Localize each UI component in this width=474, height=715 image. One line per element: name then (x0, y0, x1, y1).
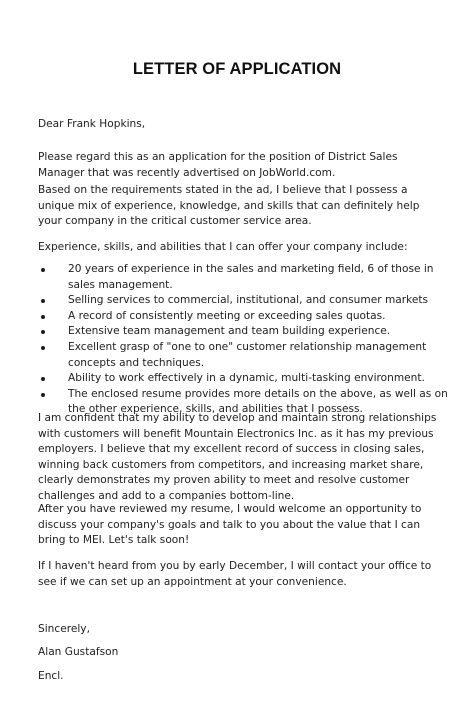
bullet-icon (41, 346, 45, 350)
list-item (38, 309, 448, 325)
list-item (38, 293, 448, 309)
list-item (38, 262, 448, 293)
experience-intro-paragraph: Experience, skills, and abilities that I can offer your company include: (38, 241, 408, 253)
bullet-icon (41, 268, 45, 272)
intro-paragraph: Please regard this as an application for the position of District Sales Manager that was recently advertised on JobWorld.com. (38, 151, 398, 179)
list-item (38, 324, 448, 340)
followup-paragraph: After you have reviewed my resume, I would welcome an opportunity to discuss your company's goals and talk to you about the value that I can bring to MEI. Let's talk soon! (38, 503, 422, 547)
confidence-paragraph: I am confident that my ability to develop and maintain strong relationships with customers will benefit Mountain Electronics Inc. as it has my previous employers. I believe that my excellent record of success in closing sales, winning back customers from competitors, and increasing market share, clearly demonstrates my proven ability to meet and resolve customer challenges and add to a companies bottom-line. (38, 412, 437, 502)
list-item-text: A record of consistently meeting or exceeding sales quotas. (68, 309, 386, 322)
letter-title: LETTER OF APPLICATION (132, 60, 342, 78)
bullet-icon (41, 315, 45, 319)
bullet-icon (41, 393, 45, 397)
list-item-text: Ability to work effectively in a dynamic, multi-tasking environment. (68, 372, 425, 385)
list-item (38, 340, 448, 371)
salutation: Dear Frank Hopkins, (38, 118, 146, 130)
bullet-icon (41, 299, 45, 303)
enclosure-note: Encl. (38, 670, 64, 682)
signer-name: Alan Gustafson (38, 646, 119, 658)
list-item (38, 371, 448, 387)
bullet-icon (41, 377, 45, 381)
list-item-text: The enclosed resume provides more details on the above, as well as on the other experience, skills, and abilities that I possess. (68, 387, 448, 416)
qualifications-list (38, 262, 448, 418)
bullet-icon (41, 330, 45, 334)
list-item-text: Selling services to commercial, institutional, and consumer markets (68, 294, 429, 307)
contact-paragraph: If I haven't heard from you by early December, I will contact your office to see if we can set up an appointment at your convenience. (38, 560, 432, 588)
list-item-text: Excellent grasp of "one to one" customer relationship management concepts and techniques. (68, 340, 427, 369)
requirements-paragraph: Based on the requirements stated in the ad, I believe that I possess a unique mix of experience, knowledge, and skills that can definitely help your company in the critical customer service area. (38, 184, 420, 228)
list-item-text: Extensive team management and team building experience. (68, 325, 391, 338)
closing: Sincerely, (38, 623, 90, 635)
list-item-text: 20 years of experience in the sales and marketing field, 6 of those in sales management. (68, 263, 434, 291)
